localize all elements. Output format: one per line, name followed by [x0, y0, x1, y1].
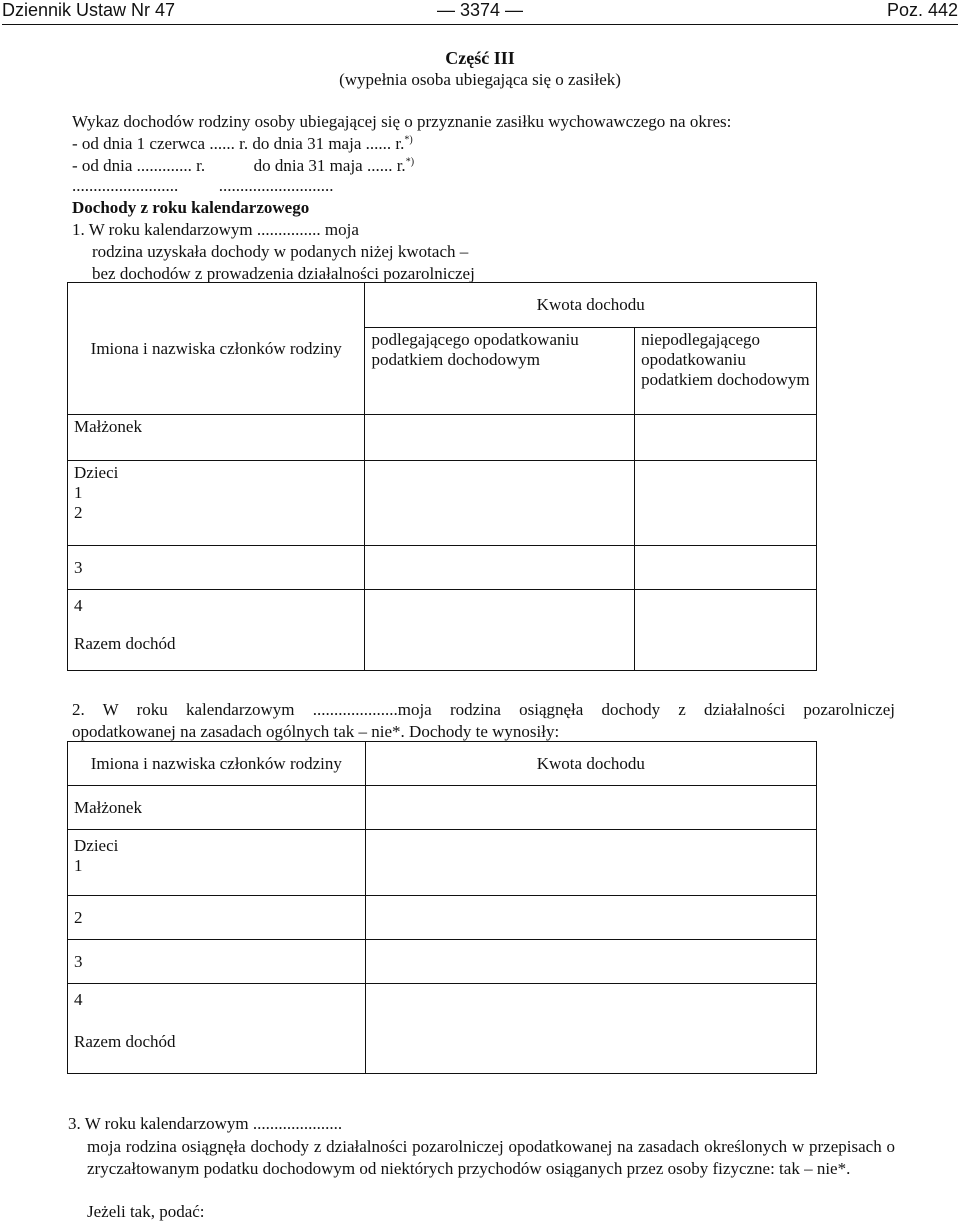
t2-col-header-names: Imiona i nazwiska członków rodziny [68, 742, 366, 786]
intro-line-2: - od dnia 1 czerwca ...... r. do dnia 31 maja ...... r.*) [72, 134, 413, 153]
col-header-amount: Kwota dochodu [365, 283, 817, 328]
t2-cell-child2[interactable] [365, 896, 816, 940]
cell-spouse-untaxed[interactable] [635, 415, 817, 461]
item3-line-1: 3. W roku kalendarzowym ..................... [68, 1114, 343, 1133]
col-header-untaxed: niepodlegającego opodatkowaniu podatkiem dochodowym [635, 328, 817, 415]
t2-row-child-2: 2 [68, 896, 366, 940]
page-header [2, 0, 958, 24]
cell-total-taxed[interactable] [365, 590, 635, 671]
t2-row-child-4-total: 4 Razem dochód [68, 984, 366, 1074]
t2-row-spouse: Małżonek [68, 786, 366, 830]
intro-line-3: - od dnia ............. r. do dnia 31 maja ...... r.*) [72, 156, 415, 175]
col-header-names: Imiona i nazwiska członków rodziny [68, 283, 365, 415]
t2-cell-spouse[interactable] [365, 786, 816, 830]
row-children: Dzieci 1 2 [68, 461, 365, 546]
item1-line-1: 1. W roku kalendarzowym ............... moja [72, 220, 359, 239]
income-table-1 [67, 282, 817, 671]
header-rule [2, 24, 958, 25]
page-number: — 3374 — [436, 0, 524, 20]
item2-line-2: opodatkowanej na zasadach ogólnych tak – nie*. Dochody te wynosiły: [72, 722, 560, 741]
item1-line-3: bez dochodów z prowadzenia działalności pozarolniczej [92, 264, 475, 283]
cell-child3-untaxed[interactable] [635, 546, 817, 590]
col-header-taxed: podlegającego opodatkowaniu podatkiem dochodowym [365, 328, 635, 415]
row-child-4-total: 4 Razem dochód [68, 590, 365, 671]
cell-child3-taxed[interactable] [365, 546, 635, 590]
cell-children-untaxed[interactable] [635, 461, 817, 546]
intro-line-1: Wykaz dochodów rodziny osoby ubiegającej się o przyznanie zasiłku wychowawczego na okres: [72, 112, 732, 131]
section-heading: Dochody z roku kalendarzowego [72, 198, 310, 217]
part-subtitle: (wypełnia osoba ubiegająca się o zasiłek) [339, 70, 621, 89]
t2-row-child-3: 3 [68, 940, 366, 984]
row-child-3: 3 [68, 546, 365, 590]
t2-cell-child3[interactable] [365, 940, 816, 984]
part-title: Część III [445, 48, 515, 68]
item3-text: moja rodzina osiągnęła dochody z działalności pozarolniczej opodatkowanej na zasadach określonych w przepisach o zryczałtowanym podatku dochodowym od niektórych przychodów osiąganych przez osoby fizyczne: tak – nie*. [87, 1137, 895, 1178]
income-table-2 [67, 741, 817, 1074]
journal-name: Dziennik Ustaw Nr 47 [2, 0, 176, 20]
item3-last-line: Jeżeli tak, podać: [87, 1202, 205, 1221]
t2-row-children: Dzieci 1 [68, 830, 366, 896]
cell-children-taxed[interactable] [365, 461, 635, 546]
t2-col-header-amount: Kwota dochodu [365, 742, 816, 786]
cell-total-untaxed[interactable] [635, 590, 817, 671]
item2-line-1: 2. W roku kalendarzowym ....................moja rodzina osiągnęła dochody z działalności pozarolniczej [72, 700, 895, 719]
row-spouse: Małżonek [68, 415, 365, 461]
t2-cell-total[interactable] [365, 984, 816, 1074]
t2-cell-children[interactable] [365, 830, 816, 896]
cell-spouse-taxed[interactable] [365, 415, 635, 461]
item1-line-2: rodzina uzyskała dochody w podanych niżej kwotach – [92, 242, 469, 261]
intro-dots: ......................... ........................... [72, 176, 334, 195]
position-number: Poz. 442 [886, 0, 958, 20]
